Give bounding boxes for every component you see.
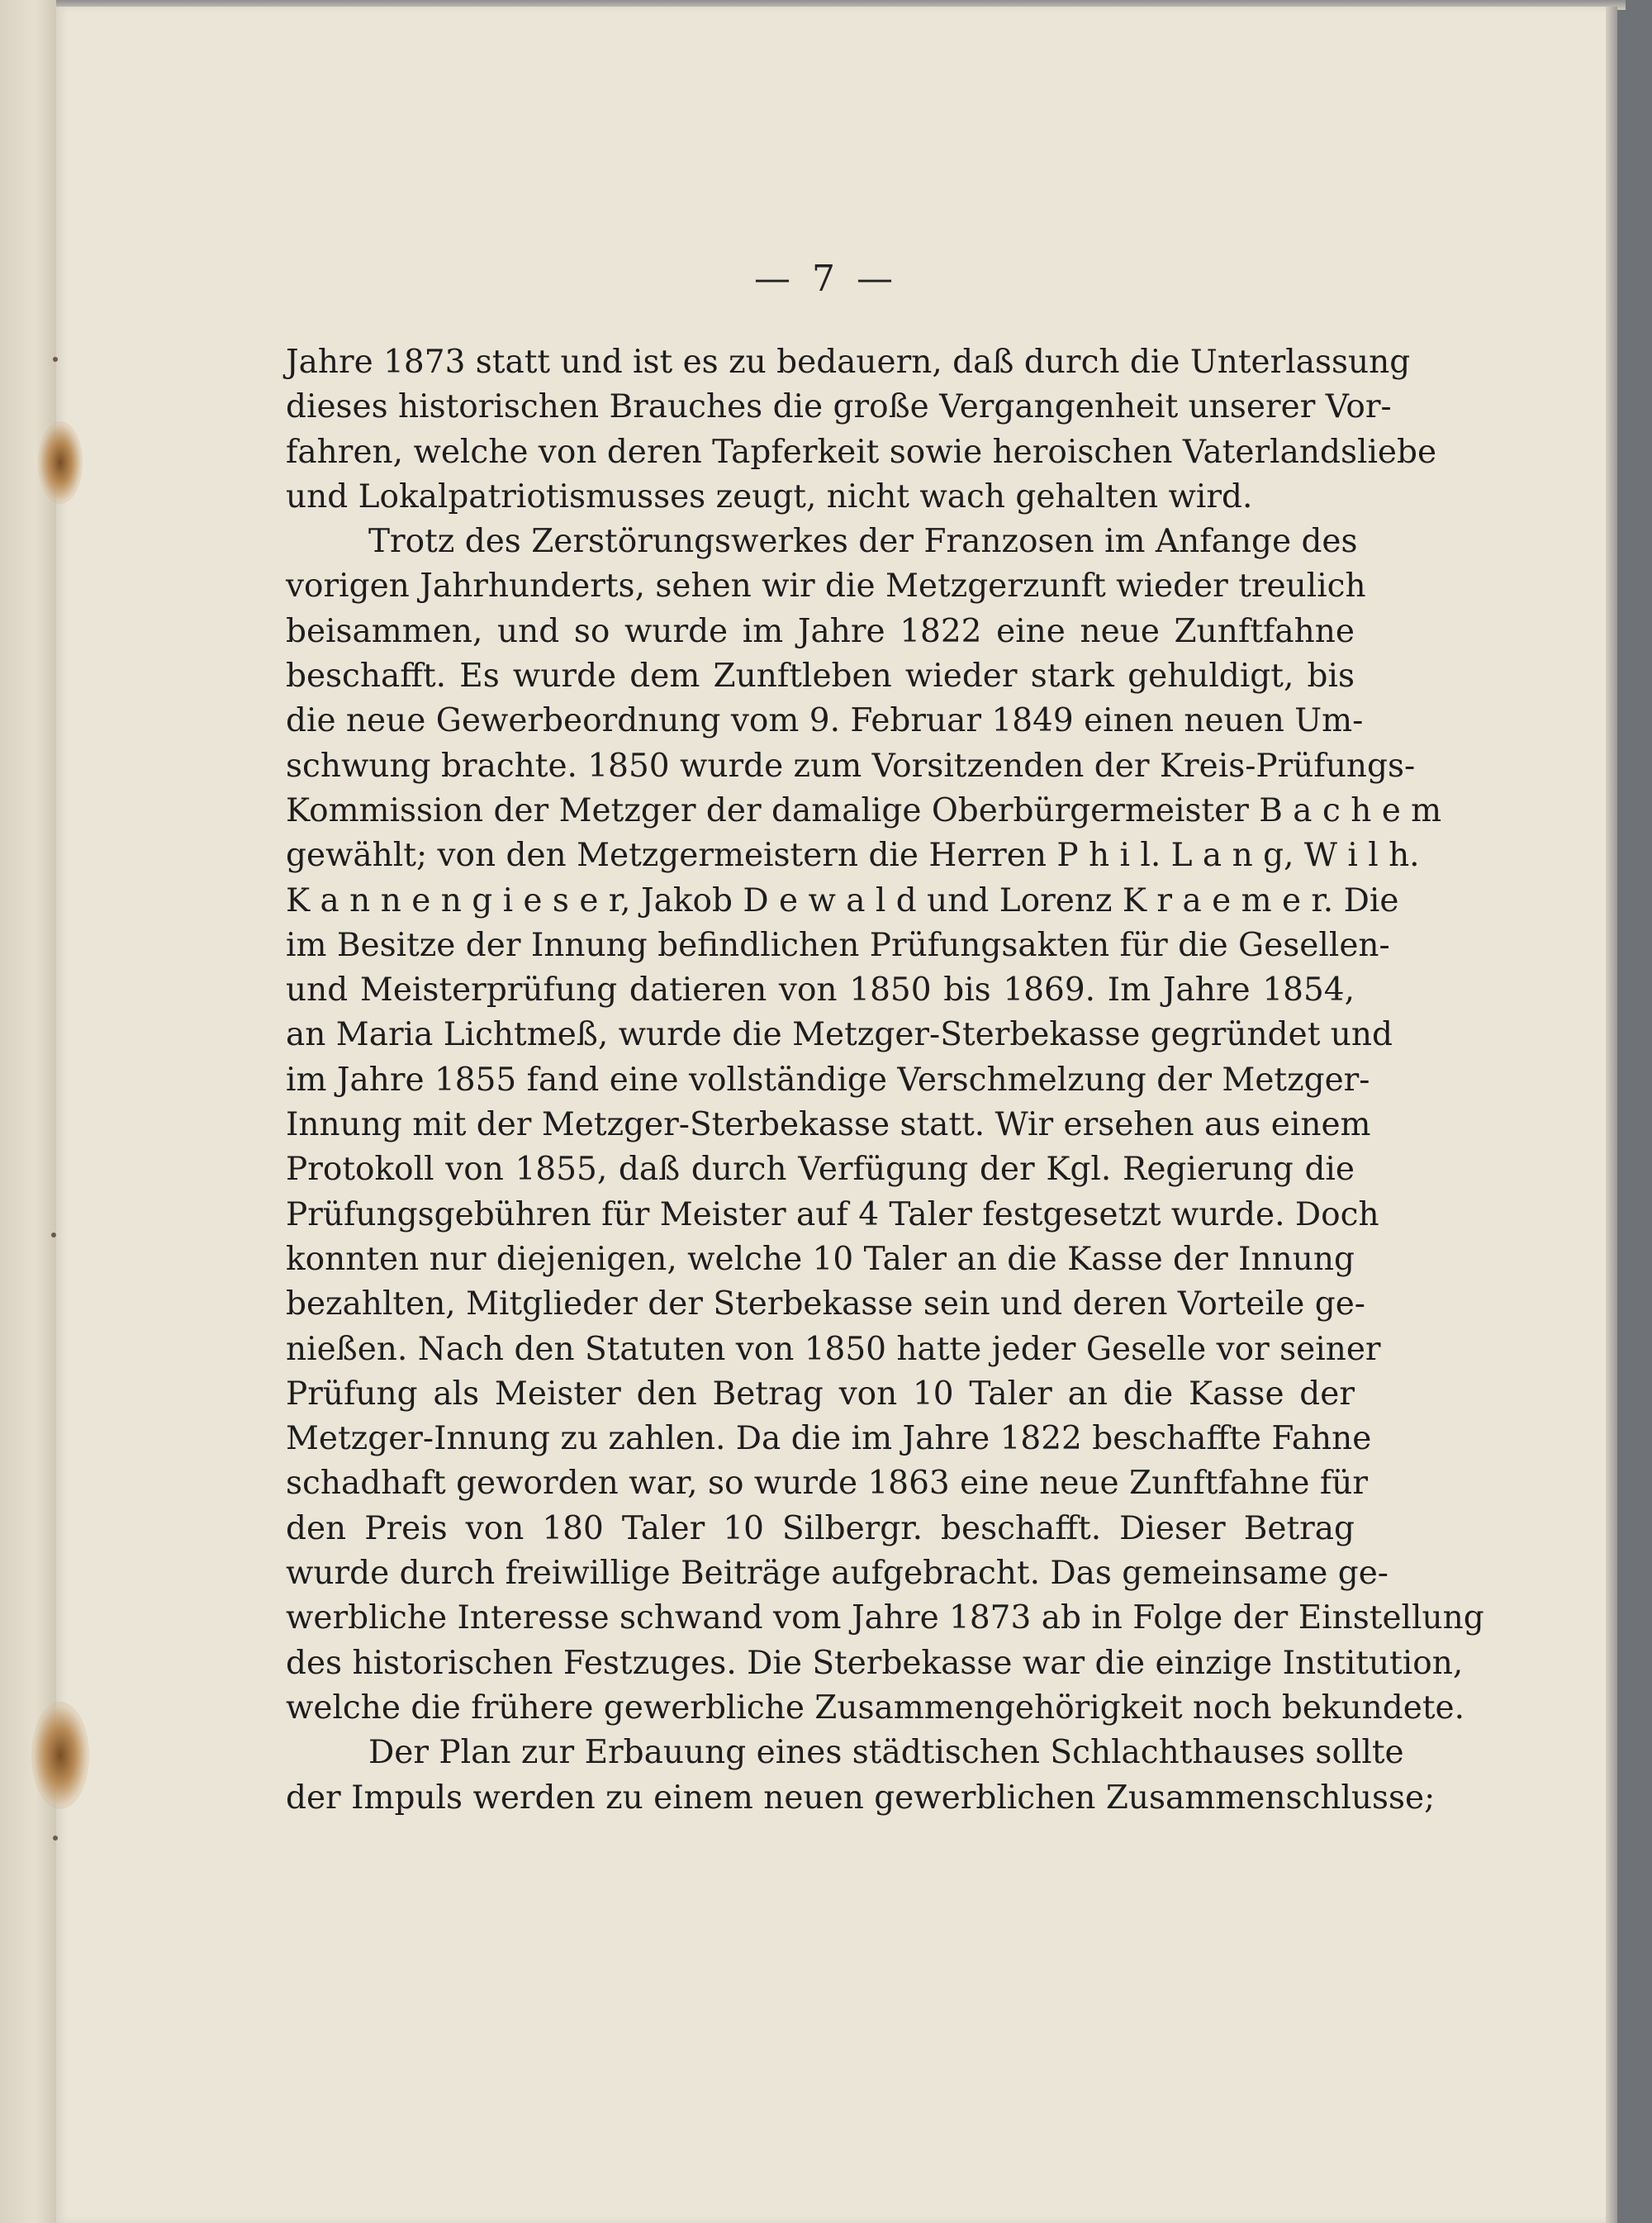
text-line: konnten nur diejenigen, welche 10 Taler an die Kasse der Innung [286, 1240, 1355, 1278]
text-line: beisammen, und so wurde im Jahre 1822 eine neue Zunftfahne [286, 612, 1355, 650]
body-text [286, 340, 1484, 1821]
text-line: die neue Gewerbeordnung vom 9. Februar 1849 einen neuen Um- [286, 702, 1364, 740]
text-line: Prüfung als Meister den Betrag von 10 Taler an die Kasse der [286, 1375, 1355, 1413]
specks [53, 357, 58, 362]
text-line: und Meisterprüfung datieren von 1850 bis 1869. Im Jahre 1854, [286, 971, 1355, 1009]
text-line: Prüfungsgebühren für Meister auf 4 Taler festgesetzt wurde. Doch [286, 1195, 1379, 1233]
text-line: des historischen Festzuges. Die Sterbekasse war die einzige Institution, [286, 1644, 1464, 1682]
text-line: Protokoll von 1855, daß durch Verfügung der Kgl. Regierung die [286, 1151, 1355, 1189]
text-line: K a n n e n g i e s e r, Jakob D e w a l d und Lorenz K r a e m e r. Die [286, 881, 1399, 919]
text-line: und Lokalpatriotismusses zeugt, nicht wach gehalten wird. [286, 477, 1253, 515]
specks [53, 1836, 58, 1841]
text-line: der Impuls werden zu einem neuen gewerblichen Zusammenschlusse; [286, 1779, 1436, 1817]
text-line: Innung mit der Metzger-Sterbekasse statt. Wir ersehen aus einem [286, 1106, 1371, 1144]
text-line: bezahlten, Mitglieder der Sterbekasse sein und deren Vorteile ge- [286, 1285, 1365, 1323]
left-page-edge [0, 0, 58, 2223]
text-line: beschafft. Es wurde dem Zunftleben wieder stark gehuldigt, bis [286, 658, 1355, 696]
text-line: Metzger-Innung zu zahlen. Da die im Jahre 1822 beschaffte Fahne [286, 1420, 1372, 1458]
text-line: schadhaft geworden war, so wurde 1863 eine neue Zunftfahne für [286, 1465, 1369, 1503]
text-line: im Jahre 1855 fand eine vollständige Verschmelzung der Metzger- [286, 1061, 1370, 1099]
page-number: — 7 — [754, 258, 898, 300]
foxing-stain-lower [31, 1702, 89, 1809]
text-line: werbliche Interesse schwand vom Jahre 1873 ab in Folge der Einstellung [286, 1599, 1484, 1637]
text-line: schwung brachte. 1850 wurde zum Vorsitzenden der Kreis-Prüfungs- [286, 747, 1416, 785]
text-line: dieses historischen Brauches die große Vergangenheit unserer Vor- [286, 388, 1392, 426]
text-line: Der Plan zur Erbauung eines städtischen Schlachthauses sollte [368, 1734, 1404, 1772]
text-line: gewählt; von den Metzgermeistern die Herren P h i l. L a n g, W i l h. [286, 837, 1420, 875]
text-line: den Preis von 180 Taler 10 Silbergr. beschafft. Dieser Betrag [286, 1509, 1355, 1547]
text-line: welche die frühere gewerbliche Zusammengehörigkeit noch bekundete. [286, 1689, 1464, 1727]
text-line: Kommission der Metzger der damalige Oberbürgermeister B a c h e m [286, 791, 1442, 829]
foxing-stain-upper [38, 421, 83, 504]
text-line: fahren, welche von deren Tapferkeit sowie heroischen Vaterlandsliebe [286, 433, 1437, 471]
text-line: nießen. Nach den Statuten von 1850 hatte jeder Geselle vor seiner [286, 1330, 1381, 1368]
text-line: Trotz des Zerstörungswerkes der Franzosen im Anfange des [368, 523, 1358, 561]
text-line: im Besitze der Innung befindlichen Prüfungsakten für die Gesellen- [286, 926, 1390, 964]
text-line: an Maria Lichtmeß, wurde die Metzger-Sterbekasse gegründet und [286, 1016, 1393, 1054]
text-line: vorigen Jahrhunderts, sehen wir die Metzgerzunft wieder treulich [286, 568, 1366, 606]
text-line: Jahre 1873 statt und ist es zu bedauern, daß durch die Unterlassung [286, 344, 1411, 381]
text-line: wurde durch freiwillige Beiträge aufgebracht. Das gemeinsame ge- [286, 1555, 1389, 1593]
page-right-edge [1606, 7, 1617, 2223]
specks [51, 1233, 56, 1237]
